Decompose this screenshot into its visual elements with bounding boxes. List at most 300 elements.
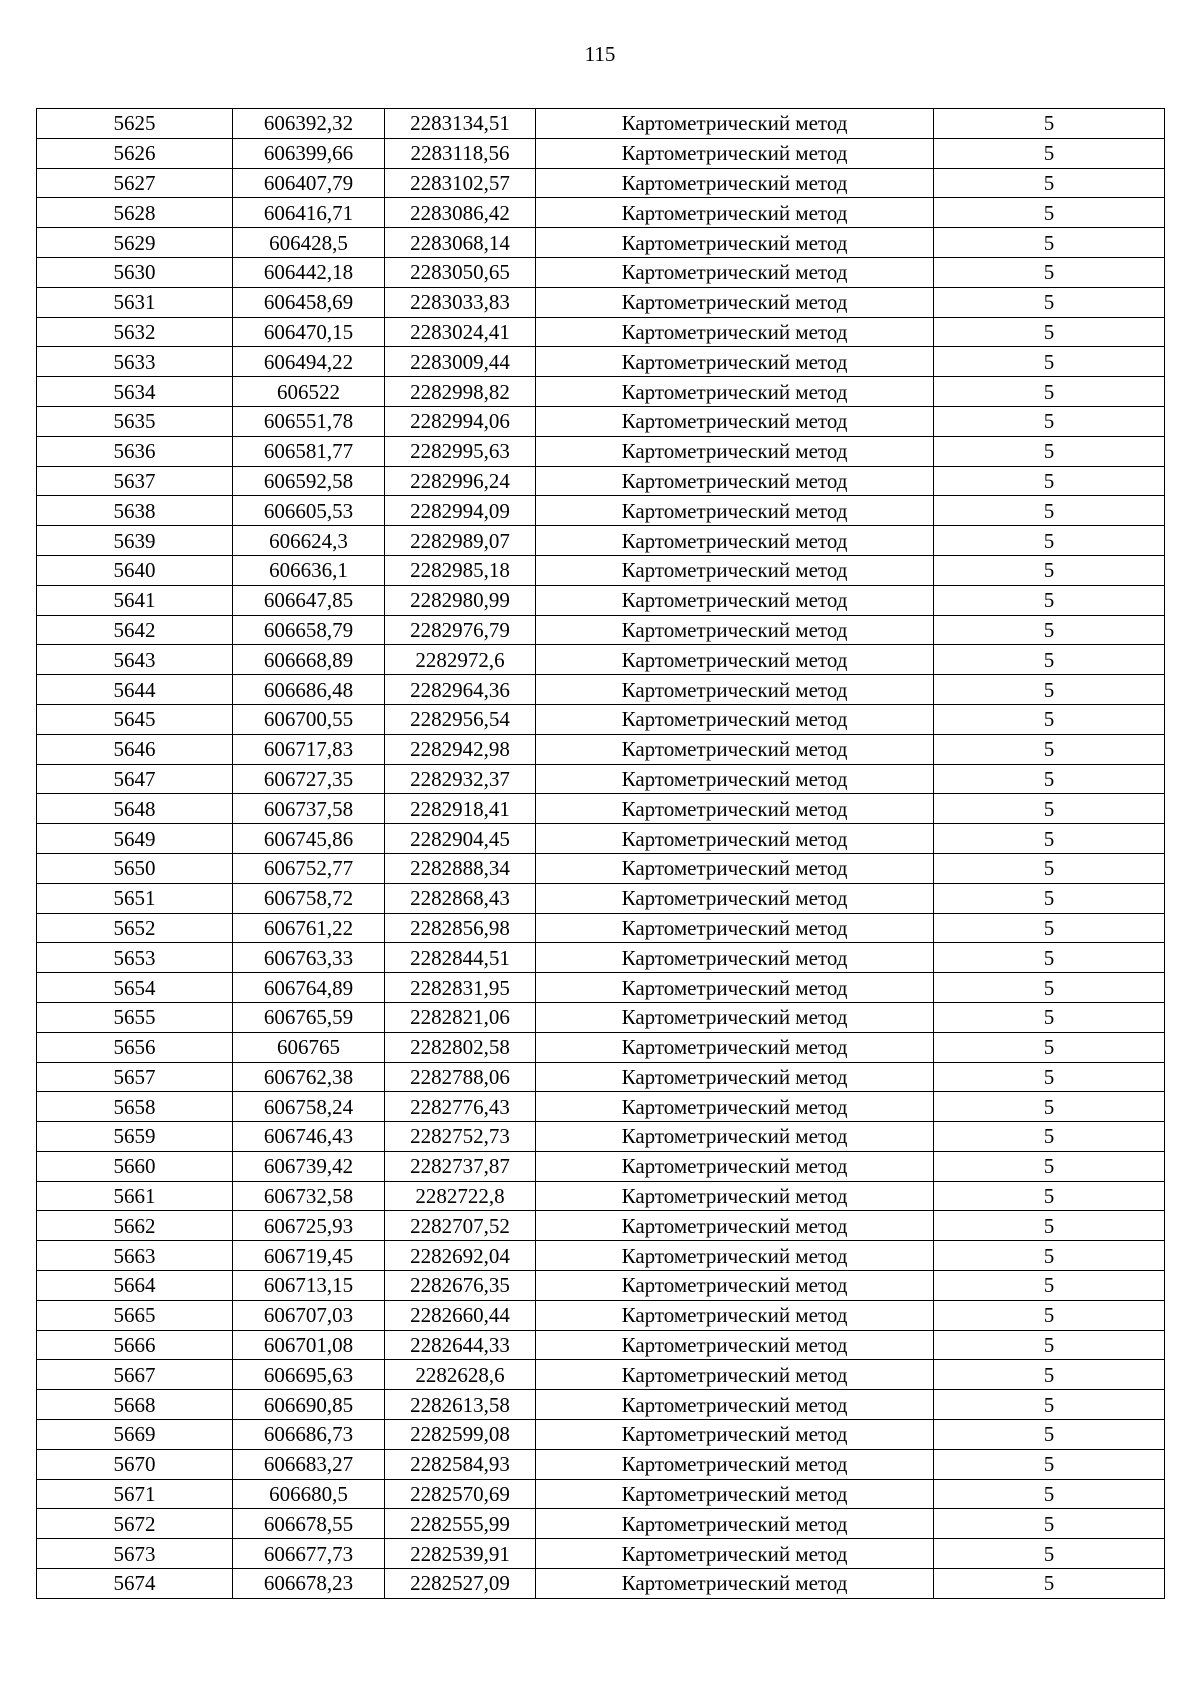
accuracy-cell: 5 bbox=[934, 973, 1165, 1003]
method-cell: Картометрический метод bbox=[536, 1449, 934, 1479]
table-row bbox=[37, 496, 1165, 526]
point-number-cell: 5651 bbox=[37, 883, 233, 913]
accuracy-cell: 5 bbox=[934, 704, 1165, 734]
y-coordinate-cell: 2283009,44 bbox=[385, 347, 536, 377]
point-number-cell: 5663 bbox=[37, 1241, 233, 1271]
method-cell: Картометрический метод bbox=[536, 168, 934, 198]
x-coordinate-cell: 606725,93 bbox=[233, 1211, 385, 1241]
x-coordinate-cell: 606647,85 bbox=[233, 585, 385, 615]
x-coordinate-cell: 606442,18 bbox=[233, 257, 385, 287]
x-coordinate-cell: 606680,5 bbox=[233, 1479, 385, 1509]
accuracy-cell: 5 bbox=[934, 1032, 1165, 1062]
table-row bbox=[37, 109, 1165, 139]
method-cell: Картометрический метод bbox=[536, 406, 934, 436]
y-coordinate-cell: 2282976,79 bbox=[385, 615, 536, 645]
table-row bbox=[37, 794, 1165, 824]
x-coordinate-cell: 606717,83 bbox=[233, 734, 385, 764]
accuracy-cell: 5 bbox=[934, 1539, 1165, 1569]
table-row bbox=[37, 675, 1165, 705]
x-coordinate-cell: 606765 bbox=[233, 1032, 385, 1062]
method-cell: Картометрический метод bbox=[536, 347, 934, 377]
method-cell: Картометрический метод bbox=[536, 1092, 934, 1122]
method-cell: Картометрический метод bbox=[536, 1330, 934, 1360]
x-coordinate-cell: 606765,59 bbox=[233, 1002, 385, 1032]
accuracy-cell: 5 bbox=[934, 406, 1165, 436]
y-coordinate-cell: 2282722,8 bbox=[385, 1181, 536, 1211]
table-row bbox=[37, 168, 1165, 198]
y-coordinate-cell: 2282707,52 bbox=[385, 1211, 536, 1241]
point-number-cell: 5626 bbox=[37, 138, 233, 168]
x-coordinate-cell: 606458,69 bbox=[233, 287, 385, 317]
x-coordinate-cell: 606581,77 bbox=[233, 436, 385, 466]
accuracy-cell: 5 bbox=[934, 496, 1165, 526]
table-row bbox=[37, 1062, 1165, 1092]
accuracy-cell: 5 bbox=[934, 1360, 1165, 1390]
method-cell: Картометрический метод bbox=[536, 1479, 934, 1509]
point-number-cell: 5664 bbox=[37, 1271, 233, 1301]
y-coordinate-cell: 2283102,57 bbox=[385, 168, 536, 198]
method-cell: Картометрический метод bbox=[536, 377, 934, 407]
table-row bbox=[37, 853, 1165, 883]
point-number-cell: 5665 bbox=[37, 1300, 233, 1330]
y-coordinate-cell: 2282802,58 bbox=[385, 1032, 536, 1062]
table-row bbox=[37, 1271, 1165, 1301]
point-number-cell: 5638 bbox=[37, 496, 233, 526]
method-cell: Картометрический метод bbox=[536, 824, 934, 854]
method-cell: Картометрический метод bbox=[536, 913, 934, 943]
point-number-cell: 5637 bbox=[37, 466, 233, 496]
y-coordinate-cell: 2282539,91 bbox=[385, 1539, 536, 1569]
y-coordinate-cell: 2282737,87 bbox=[385, 1151, 536, 1181]
x-coordinate-cell: 606494,22 bbox=[233, 347, 385, 377]
table-row bbox=[37, 943, 1165, 973]
method-cell: Картометрический метод bbox=[536, 287, 934, 317]
coordinates-table-body bbox=[37, 109, 1165, 1599]
method-cell: Картометрический метод bbox=[536, 1420, 934, 1450]
y-coordinate-cell: 2282972,6 bbox=[385, 645, 536, 675]
method-cell: Картометрический метод bbox=[536, 436, 934, 466]
point-number-cell: 5672 bbox=[37, 1509, 233, 1539]
method-cell: Картометрический метод bbox=[536, 1122, 934, 1152]
y-coordinate-cell: 2282995,63 bbox=[385, 436, 536, 466]
y-coordinate-cell: 2283024,41 bbox=[385, 317, 536, 347]
method-cell: Картометрический метод bbox=[536, 675, 934, 705]
y-coordinate-cell: 2282888,34 bbox=[385, 853, 536, 883]
point-number-cell: 5642 bbox=[37, 615, 233, 645]
y-coordinate-cell: 2282570,69 bbox=[385, 1479, 536, 1509]
y-coordinate-cell: 2282918,41 bbox=[385, 794, 536, 824]
accuracy-cell: 5 bbox=[934, 1092, 1165, 1122]
method-cell: Картометрический метод bbox=[536, 853, 934, 883]
point-number-cell: 5648 bbox=[37, 794, 233, 824]
page-number: 115 bbox=[584, 42, 616, 66]
accuracy-cell: 5 bbox=[934, 585, 1165, 615]
x-coordinate-cell: 606683,27 bbox=[233, 1449, 385, 1479]
table-row bbox=[37, 1330, 1165, 1360]
table-row bbox=[37, 1002, 1165, 1032]
accuracy-cell: 5 bbox=[934, 526, 1165, 556]
y-coordinate-cell: 2282994,06 bbox=[385, 406, 536, 436]
point-number-cell: 5674 bbox=[37, 1569, 233, 1599]
y-coordinate-cell: 2282844,51 bbox=[385, 943, 536, 973]
y-coordinate-cell: 2282776,43 bbox=[385, 1092, 536, 1122]
accuracy-cell: 5 bbox=[934, 1479, 1165, 1509]
method-cell: Картометрический метод bbox=[536, 1569, 934, 1599]
point-number-cell: 5655 bbox=[37, 1002, 233, 1032]
accuracy-cell: 5 bbox=[934, 287, 1165, 317]
y-coordinate-cell: 2282676,35 bbox=[385, 1271, 536, 1301]
point-number-cell: 5629 bbox=[37, 228, 233, 258]
y-coordinate-cell: 2282692,04 bbox=[385, 1241, 536, 1271]
point-number-cell: 5646 bbox=[37, 734, 233, 764]
method-cell: Картометрический метод bbox=[536, 794, 934, 824]
method-cell: Картометрический метод bbox=[536, 526, 934, 556]
y-coordinate-cell: 2283134,51 bbox=[385, 109, 536, 139]
y-coordinate-cell: 2282985,18 bbox=[385, 555, 536, 585]
method-cell: Картометрический метод bbox=[536, 764, 934, 794]
table-row bbox=[37, 1211, 1165, 1241]
point-number-cell: 5632 bbox=[37, 317, 233, 347]
method-cell: Картометрический метод bbox=[536, 1151, 934, 1181]
method-cell: Картометрический метод bbox=[536, 1300, 934, 1330]
table-row bbox=[37, 1569, 1165, 1599]
x-coordinate-cell: 606605,53 bbox=[233, 496, 385, 526]
table-row bbox=[37, 436, 1165, 466]
x-coordinate-cell: 606745,86 bbox=[233, 824, 385, 854]
x-coordinate-cell: 606416,71 bbox=[233, 198, 385, 228]
point-number-cell: 5633 bbox=[37, 347, 233, 377]
x-coordinate-cell: 606764,89 bbox=[233, 973, 385, 1003]
x-coordinate-cell: 606678,55 bbox=[233, 1509, 385, 1539]
method-cell: Картометрический метод bbox=[536, 228, 934, 258]
point-number-cell: 5639 bbox=[37, 526, 233, 556]
method-cell: Картометрический метод bbox=[536, 1002, 934, 1032]
accuracy-cell: 5 bbox=[934, 138, 1165, 168]
table-row bbox=[37, 1151, 1165, 1181]
accuracy-cell: 5 bbox=[934, 1181, 1165, 1211]
table-row bbox=[37, 555, 1165, 585]
accuracy-cell: 5 bbox=[934, 675, 1165, 705]
point-number-cell: 5647 bbox=[37, 764, 233, 794]
table-row bbox=[37, 138, 1165, 168]
accuracy-cell: 5 bbox=[934, 1509, 1165, 1539]
point-number-cell: 5673 bbox=[37, 1539, 233, 1569]
x-coordinate-cell: 606746,43 bbox=[233, 1122, 385, 1152]
accuracy-cell: 5 bbox=[934, 1002, 1165, 1032]
accuracy-cell: 5 bbox=[934, 198, 1165, 228]
table-row bbox=[37, 347, 1165, 377]
x-coordinate-cell: 606713,15 bbox=[233, 1271, 385, 1301]
accuracy-cell: 5 bbox=[934, 257, 1165, 287]
x-coordinate-cell: 606752,77 bbox=[233, 853, 385, 883]
method-cell: Картометрический метод bbox=[536, 109, 934, 139]
table-row bbox=[37, 734, 1165, 764]
x-coordinate-cell: 606678,23 bbox=[233, 1569, 385, 1599]
accuracy-cell: 5 bbox=[934, 1390, 1165, 1420]
method-cell: Картометрический метод bbox=[536, 317, 934, 347]
y-coordinate-cell: 2282998,82 bbox=[385, 377, 536, 407]
method-cell: Картометрический метод bbox=[536, 883, 934, 913]
x-coordinate-cell: 606758,24 bbox=[233, 1092, 385, 1122]
y-coordinate-cell: 2282942,98 bbox=[385, 734, 536, 764]
accuracy-cell: 5 bbox=[934, 794, 1165, 824]
table-row bbox=[37, 824, 1165, 854]
point-number-cell: 5659 bbox=[37, 1122, 233, 1152]
accuracy-cell: 5 bbox=[934, 347, 1165, 377]
point-number-cell: 5650 bbox=[37, 853, 233, 883]
x-coordinate-cell: 606719,45 bbox=[233, 1241, 385, 1271]
table-row bbox=[37, 198, 1165, 228]
x-coordinate-cell: 606701,08 bbox=[233, 1330, 385, 1360]
point-number-cell: 5656 bbox=[37, 1032, 233, 1062]
table-row bbox=[37, 973, 1165, 1003]
point-number-cell: 5670 bbox=[37, 1449, 233, 1479]
x-coordinate-cell: 606522 bbox=[233, 377, 385, 407]
method-cell: Картометрический метод bbox=[536, 257, 934, 287]
point-number-cell: 5641 bbox=[37, 585, 233, 615]
method-cell: Картометрический метод bbox=[536, 198, 934, 228]
method-cell: Картометрический метод bbox=[536, 1181, 934, 1211]
y-coordinate-cell: 2282555,99 bbox=[385, 1509, 536, 1539]
table-row bbox=[37, 1360, 1165, 1390]
accuracy-cell: 5 bbox=[934, 436, 1165, 466]
accuracy-cell: 5 bbox=[934, 645, 1165, 675]
y-coordinate-cell: 2282788,06 bbox=[385, 1062, 536, 1092]
table-row bbox=[37, 1181, 1165, 1211]
point-number-cell: 5667 bbox=[37, 1360, 233, 1390]
method-cell: Картометрический метод bbox=[536, 555, 934, 585]
y-coordinate-cell: 2283033,83 bbox=[385, 287, 536, 317]
accuracy-cell: 5 bbox=[934, 943, 1165, 973]
point-number-cell: 5658 bbox=[37, 1092, 233, 1122]
x-coordinate-cell: 606758,72 bbox=[233, 883, 385, 913]
table-row bbox=[37, 1420, 1165, 1450]
table-row bbox=[37, 526, 1165, 556]
accuracy-cell: 5 bbox=[934, 466, 1165, 496]
method-cell: Картометрический метод bbox=[536, 1032, 934, 1062]
accuracy-cell: 5 bbox=[934, 1300, 1165, 1330]
y-coordinate-cell: 2282613,58 bbox=[385, 1390, 536, 1420]
y-coordinate-cell: 2282831,95 bbox=[385, 973, 536, 1003]
x-coordinate-cell: 606658,79 bbox=[233, 615, 385, 645]
y-coordinate-cell: 2282584,93 bbox=[385, 1449, 536, 1479]
table-row bbox=[37, 1122, 1165, 1152]
y-coordinate-cell: 2282821,06 bbox=[385, 1002, 536, 1032]
y-coordinate-cell: 2283118,56 bbox=[385, 138, 536, 168]
method-cell: Картометрический метод bbox=[536, 1539, 934, 1569]
x-coordinate-cell: 606695,63 bbox=[233, 1360, 385, 1390]
y-coordinate-cell: 2282996,24 bbox=[385, 466, 536, 496]
table-row bbox=[37, 1241, 1165, 1271]
point-number-cell: 5671 bbox=[37, 1479, 233, 1509]
x-coordinate-cell: 606737,58 bbox=[233, 794, 385, 824]
table-row bbox=[37, 764, 1165, 794]
y-coordinate-cell: 2283050,65 bbox=[385, 257, 536, 287]
x-coordinate-cell: 606428,5 bbox=[233, 228, 385, 258]
table-row bbox=[37, 1032, 1165, 1062]
point-number-cell: 5635 bbox=[37, 406, 233, 436]
table-row bbox=[37, 1479, 1165, 1509]
x-coordinate-cell: 606551,78 bbox=[233, 406, 385, 436]
y-coordinate-cell: 2283086,42 bbox=[385, 198, 536, 228]
x-coordinate-cell: 606624,3 bbox=[233, 526, 385, 556]
table-row bbox=[37, 1509, 1165, 1539]
table-row bbox=[37, 1092, 1165, 1122]
x-coordinate-cell: 606470,15 bbox=[233, 317, 385, 347]
point-number-cell: 5654 bbox=[37, 973, 233, 1003]
table-row bbox=[37, 1390, 1165, 1420]
x-coordinate-cell: 606677,73 bbox=[233, 1539, 385, 1569]
y-coordinate-cell: 2282964,36 bbox=[385, 675, 536, 705]
accuracy-cell: 5 bbox=[934, 555, 1165, 585]
accuracy-cell: 5 bbox=[934, 824, 1165, 854]
table-row bbox=[37, 883, 1165, 913]
point-number-cell: 5662 bbox=[37, 1211, 233, 1241]
point-number-cell: 5645 bbox=[37, 704, 233, 734]
point-number-cell: 5627 bbox=[37, 168, 233, 198]
method-cell: Картометрический метод bbox=[536, 1509, 934, 1539]
accuracy-cell: 5 bbox=[934, 228, 1165, 258]
accuracy-cell: 5 bbox=[934, 853, 1165, 883]
y-coordinate-cell: 2282989,07 bbox=[385, 526, 536, 556]
point-number-cell: 5625 bbox=[37, 109, 233, 139]
x-coordinate-cell: 606763,33 bbox=[233, 943, 385, 973]
method-cell: Картометрический метод bbox=[536, 138, 934, 168]
method-cell: Картометрический метод bbox=[536, 585, 934, 615]
accuracy-cell: 5 bbox=[934, 883, 1165, 913]
method-cell: Картометрический метод bbox=[536, 973, 934, 1003]
method-cell: Картометрический метод bbox=[536, 496, 934, 526]
x-coordinate-cell: 606700,55 bbox=[233, 704, 385, 734]
y-coordinate-cell: 2282956,54 bbox=[385, 704, 536, 734]
y-coordinate-cell: 2282527,09 bbox=[385, 1569, 536, 1599]
table-row bbox=[37, 645, 1165, 675]
table-row bbox=[37, 704, 1165, 734]
x-coordinate-cell: 606592,58 bbox=[233, 466, 385, 496]
point-number-cell: 5660 bbox=[37, 1151, 233, 1181]
point-number-cell: 5666 bbox=[37, 1330, 233, 1360]
x-coordinate-cell: 606727,35 bbox=[233, 764, 385, 794]
method-cell: Картометрический метод bbox=[536, 645, 934, 675]
accuracy-cell: 5 bbox=[934, 734, 1165, 764]
method-cell: Картометрический метод bbox=[536, 734, 934, 764]
x-coordinate-cell: 606636,1 bbox=[233, 555, 385, 585]
point-number-cell: 5668 bbox=[37, 1390, 233, 1420]
y-coordinate-cell: 2282599,08 bbox=[385, 1420, 536, 1450]
point-number-cell: 5657 bbox=[37, 1062, 233, 1092]
point-number-cell: 5631 bbox=[37, 287, 233, 317]
x-coordinate-cell: 606686,48 bbox=[233, 675, 385, 705]
point-number-cell: 5636 bbox=[37, 436, 233, 466]
point-number-cell: 5628 bbox=[37, 198, 233, 228]
point-number-cell: 5630 bbox=[37, 257, 233, 287]
accuracy-cell: 5 bbox=[934, 317, 1165, 347]
point-number-cell: 5640 bbox=[37, 555, 233, 585]
point-number-cell: 5652 bbox=[37, 913, 233, 943]
table-row bbox=[37, 1539, 1165, 1569]
point-number-cell: 5661 bbox=[37, 1181, 233, 1211]
y-coordinate-cell: 2282932,37 bbox=[385, 764, 536, 794]
accuracy-cell: 5 bbox=[934, 109, 1165, 139]
table-row bbox=[37, 317, 1165, 347]
point-number-cell: 5669 bbox=[37, 1420, 233, 1450]
accuracy-cell: 5 bbox=[934, 615, 1165, 645]
accuracy-cell: 5 bbox=[934, 1420, 1165, 1450]
table-row bbox=[37, 1449, 1165, 1479]
table-row bbox=[37, 585, 1165, 615]
y-coordinate-cell: 2282752,73 bbox=[385, 1122, 536, 1152]
accuracy-cell: 5 bbox=[934, 377, 1165, 407]
method-cell: Картометрический метод bbox=[536, 943, 934, 973]
table-row bbox=[37, 913, 1165, 943]
x-coordinate-cell: 606686,73 bbox=[233, 1420, 385, 1450]
x-coordinate-cell: 606762,38 bbox=[233, 1062, 385, 1092]
table-row bbox=[37, 228, 1165, 258]
point-number-cell: 5653 bbox=[37, 943, 233, 973]
method-cell: Картометрический метод bbox=[536, 1271, 934, 1301]
method-cell: Картометрический метод bbox=[536, 1360, 934, 1390]
table-row bbox=[37, 287, 1165, 317]
table-row bbox=[37, 377, 1165, 407]
accuracy-cell: 5 bbox=[934, 1241, 1165, 1271]
x-coordinate-cell: 606739,42 bbox=[233, 1151, 385, 1181]
method-cell: Картометрический метод bbox=[536, 704, 934, 734]
point-number-cell: 5649 bbox=[37, 824, 233, 854]
y-coordinate-cell: 2282994,09 bbox=[385, 496, 536, 526]
accuracy-cell: 5 bbox=[934, 1271, 1165, 1301]
accuracy-cell: 5 bbox=[934, 1449, 1165, 1479]
method-cell: Картометрический метод bbox=[536, 1390, 934, 1420]
accuracy-cell: 5 bbox=[934, 913, 1165, 943]
accuracy-cell: 5 bbox=[934, 1211, 1165, 1241]
method-cell: Картометрический метод bbox=[536, 1062, 934, 1092]
accuracy-cell: 5 bbox=[934, 1151, 1165, 1181]
point-number-cell: 5634 bbox=[37, 377, 233, 407]
x-coordinate-cell: 606707,03 bbox=[233, 1300, 385, 1330]
accuracy-cell: 5 bbox=[934, 764, 1165, 794]
point-number-cell: 5644 bbox=[37, 675, 233, 705]
point-number-cell: 5643 bbox=[37, 645, 233, 675]
y-coordinate-cell: 2282628,6 bbox=[385, 1360, 536, 1390]
table-row bbox=[37, 615, 1165, 645]
y-coordinate-cell: 2282856,98 bbox=[385, 913, 536, 943]
accuracy-cell: 5 bbox=[934, 1062, 1165, 1092]
y-coordinate-cell: 2283068,14 bbox=[385, 228, 536, 258]
table-row bbox=[37, 257, 1165, 287]
accuracy-cell: 5 bbox=[934, 1330, 1165, 1360]
y-coordinate-cell: 2282644,33 bbox=[385, 1330, 536, 1360]
coordinates-table bbox=[36, 108, 1165, 1599]
accuracy-cell: 5 bbox=[934, 168, 1165, 198]
x-coordinate-cell: 606732,58 bbox=[233, 1181, 385, 1211]
method-cell: Картометрический метод bbox=[536, 615, 934, 645]
y-coordinate-cell: 2282868,43 bbox=[385, 883, 536, 913]
y-coordinate-cell: 2282660,44 bbox=[385, 1300, 536, 1330]
table-row bbox=[37, 466, 1165, 496]
table-row bbox=[37, 406, 1165, 436]
x-coordinate-cell: 606690,85 bbox=[233, 1390, 385, 1420]
accuracy-cell: 5 bbox=[934, 1569, 1165, 1599]
y-coordinate-cell: 2282980,99 bbox=[385, 585, 536, 615]
x-coordinate-cell: 606392,32 bbox=[233, 109, 385, 139]
y-coordinate-cell: 2282904,45 bbox=[385, 824, 536, 854]
table-row bbox=[37, 1300, 1165, 1330]
x-coordinate-cell: 606399,66 bbox=[233, 138, 385, 168]
x-coordinate-cell: 606761,22 bbox=[233, 913, 385, 943]
accuracy-cell: 5 bbox=[934, 1122, 1165, 1152]
x-coordinate-cell: 606407,79 bbox=[233, 168, 385, 198]
x-coordinate-cell: 606668,89 bbox=[233, 645, 385, 675]
